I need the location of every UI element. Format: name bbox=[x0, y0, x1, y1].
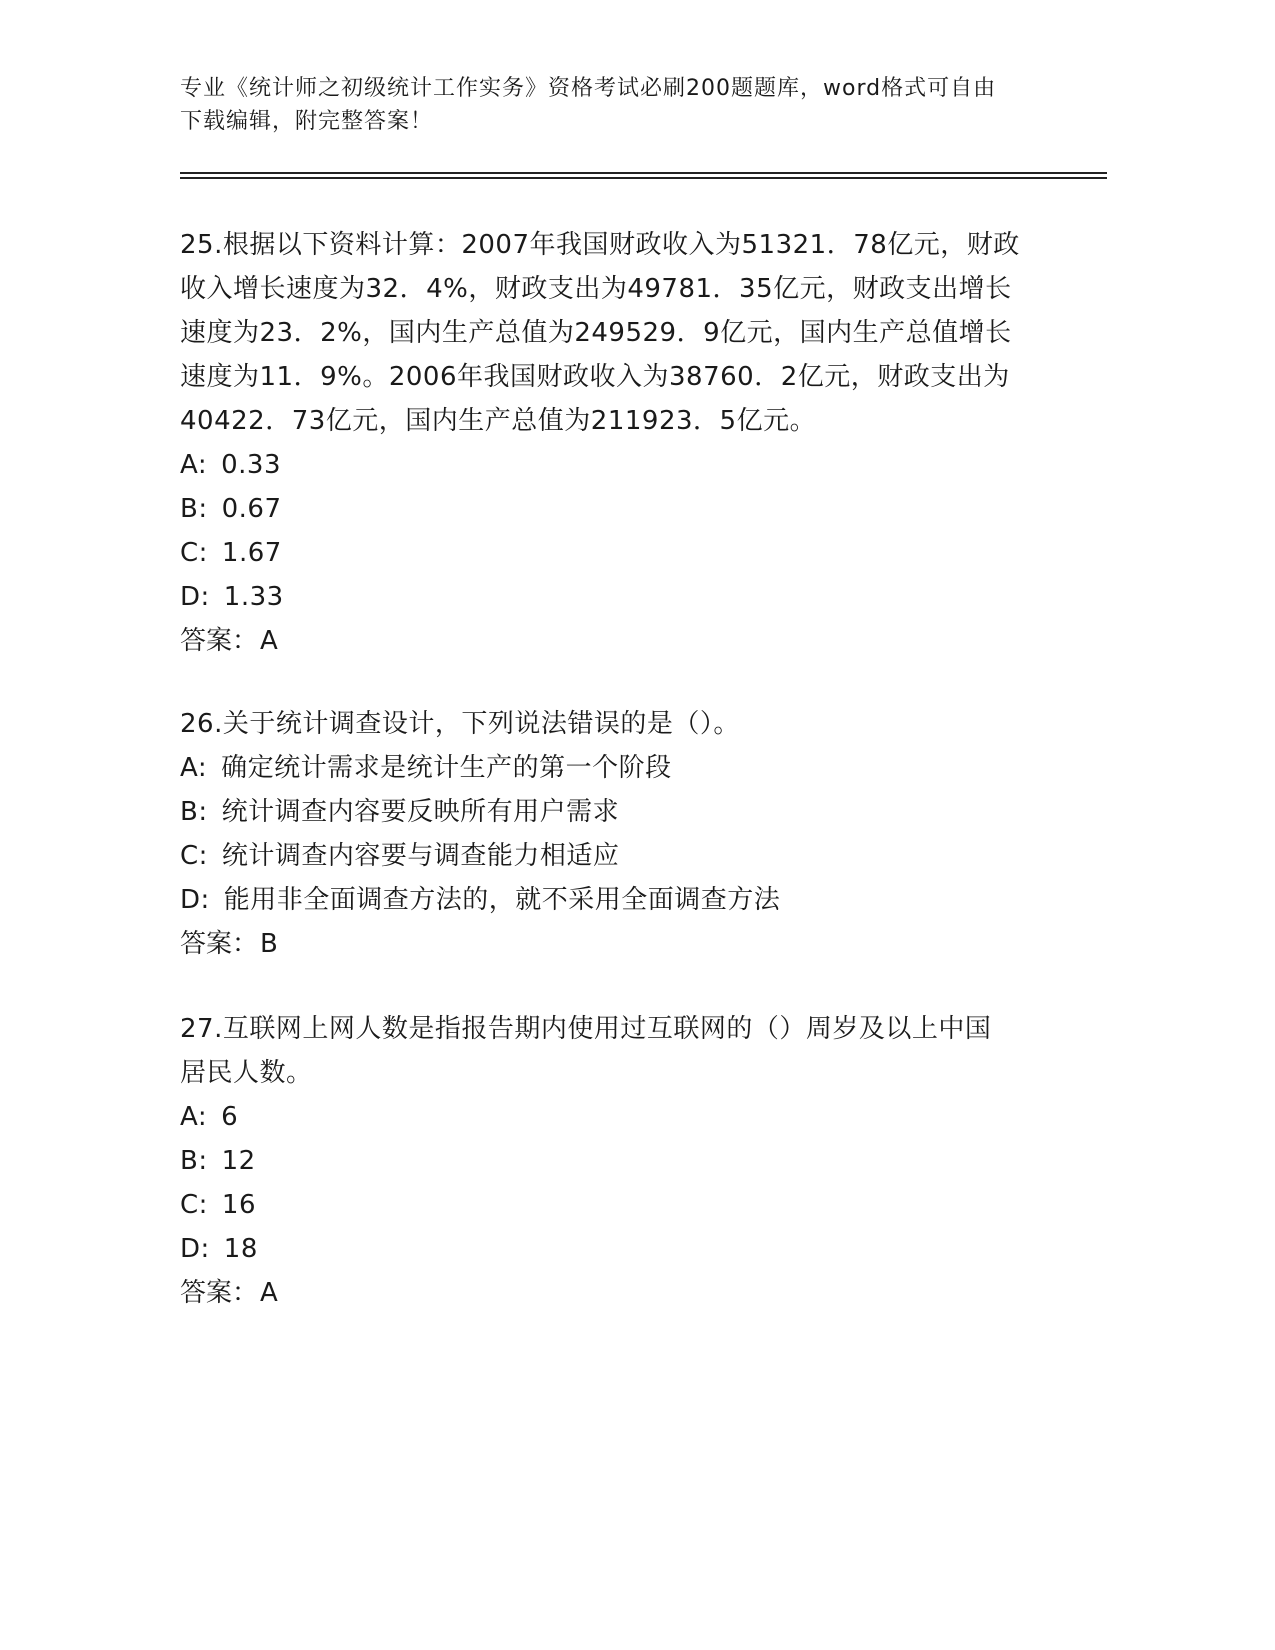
header-divider-top bbox=[180, 172, 1107, 174]
question-stem-line: 27.互联网上网人数是指报告期内使用过互联网的（）周岁及以上中国 bbox=[180, 1014, 992, 1044]
question-26 bbox=[180, 702, 1040, 966]
answer-line bbox=[180, 619, 1040, 663]
option-key: D: bbox=[180, 582, 210, 612]
option-text: 能用非全面调查方法的，就不采用全面调查方法 bbox=[223, 885, 781, 915]
option-key: A: bbox=[180, 450, 208, 480]
option-text: 0.67 bbox=[221, 494, 282, 524]
option-text: 1.67 bbox=[221, 538, 282, 568]
option-key: D: bbox=[180, 1234, 210, 1264]
option-a bbox=[180, 443, 1040, 487]
answer-label: 答案： bbox=[180, 929, 259, 959]
option-key: D: bbox=[180, 885, 210, 915]
question-stem-line: 速度为11．9%。2006年我国财政收入为38760．2亿元，财政支出为 bbox=[180, 362, 1010, 392]
header-divider-bottom bbox=[180, 177, 1107, 179]
header-line-2: 下载编辑，附完整答案！ bbox=[180, 109, 434, 134]
option-key: B: bbox=[180, 1146, 208, 1176]
option-text: 1.33 bbox=[223, 582, 284, 612]
question-stem-line: 收入增长速度为32．4%，财政支出为49781．35亿元，财政支出增长 bbox=[180, 274, 1012, 304]
question-27 bbox=[180, 1007, 1040, 1315]
option-a bbox=[180, 1095, 1040, 1139]
option-text: 16 bbox=[221, 1190, 257, 1220]
option-b bbox=[180, 790, 1040, 834]
answer-value: A bbox=[260, 626, 278, 656]
option-key: C: bbox=[180, 841, 208, 871]
option-a bbox=[180, 746, 1040, 790]
question-stem-line: 居民人数。 bbox=[180, 1058, 313, 1088]
question-stem-line: 40422．73亿元，国内生产总值为211923．5亿元。 bbox=[180, 406, 817, 436]
answer-value: A bbox=[260, 1278, 278, 1308]
option-text: 18 bbox=[223, 1234, 258, 1264]
option-b bbox=[180, 1139, 1040, 1183]
option-c bbox=[180, 531, 1040, 575]
option-key: A: bbox=[180, 1102, 208, 1132]
option-d bbox=[180, 575, 1040, 619]
option-c bbox=[180, 834, 1040, 878]
question-stem-line: 25.根据以下资料计算：2007年我国财政收入为51321．78亿元，财政 bbox=[180, 230, 1020, 260]
option-c bbox=[180, 1183, 1040, 1227]
option-key: C: bbox=[180, 1190, 208, 1220]
document-header bbox=[180, 72, 1080, 138]
answer-value: B bbox=[260, 929, 278, 959]
option-d bbox=[180, 1227, 1040, 1271]
option-d bbox=[180, 878, 1040, 922]
answer-label: 答案： bbox=[180, 1278, 259, 1308]
question-stem-line: 速度为23．2%，国内生产总值为249529．9亿元，国内生产总值增长 bbox=[180, 318, 1012, 348]
question-stem-line: 26.关于统计调查设计，下列说法错误的是（）。 bbox=[180, 709, 740, 739]
answer-line bbox=[180, 1271, 1040, 1315]
option-text: 统计调查内容要与调查能力相适应 bbox=[221, 841, 620, 871]
option-key: C: bbox=[180, 538, 208, 568]
answer-label: 答案： bbox=[180, 626, 259, 656]
option-key: B: bbox=[180, 494, 208, 524]
option-text: 0.33 bbox=[221, 450, 281, 480]
option-key: A: bbox=[180, 753, 208, 783]
option-text: 12 bbox=[221, 1146, 256, 1176]
option-key: B: bbox=[180, 797, 208, 827]
option-text: 确定统计需求是统计生产的第一个阶段 bbox=[221, 753, 672, 783]
option-text: 6 bbox=[221, 1102, 239, 1132]
header-line-1: 专业《统计师之初级统计工作实务》资格考试必刷200题题库，word格式可自由 bbox=[180, 76, 997, 101]
option-b bbox=[180, 487, 1040, 531]
option-text: 统计调查内容要反映所有用户需求 bbox=[221, 797, 620, 827]
question-25 bbox=[180, 223, 1040, 663]
answer-line bbox=[180, 922, 1040, 966]
